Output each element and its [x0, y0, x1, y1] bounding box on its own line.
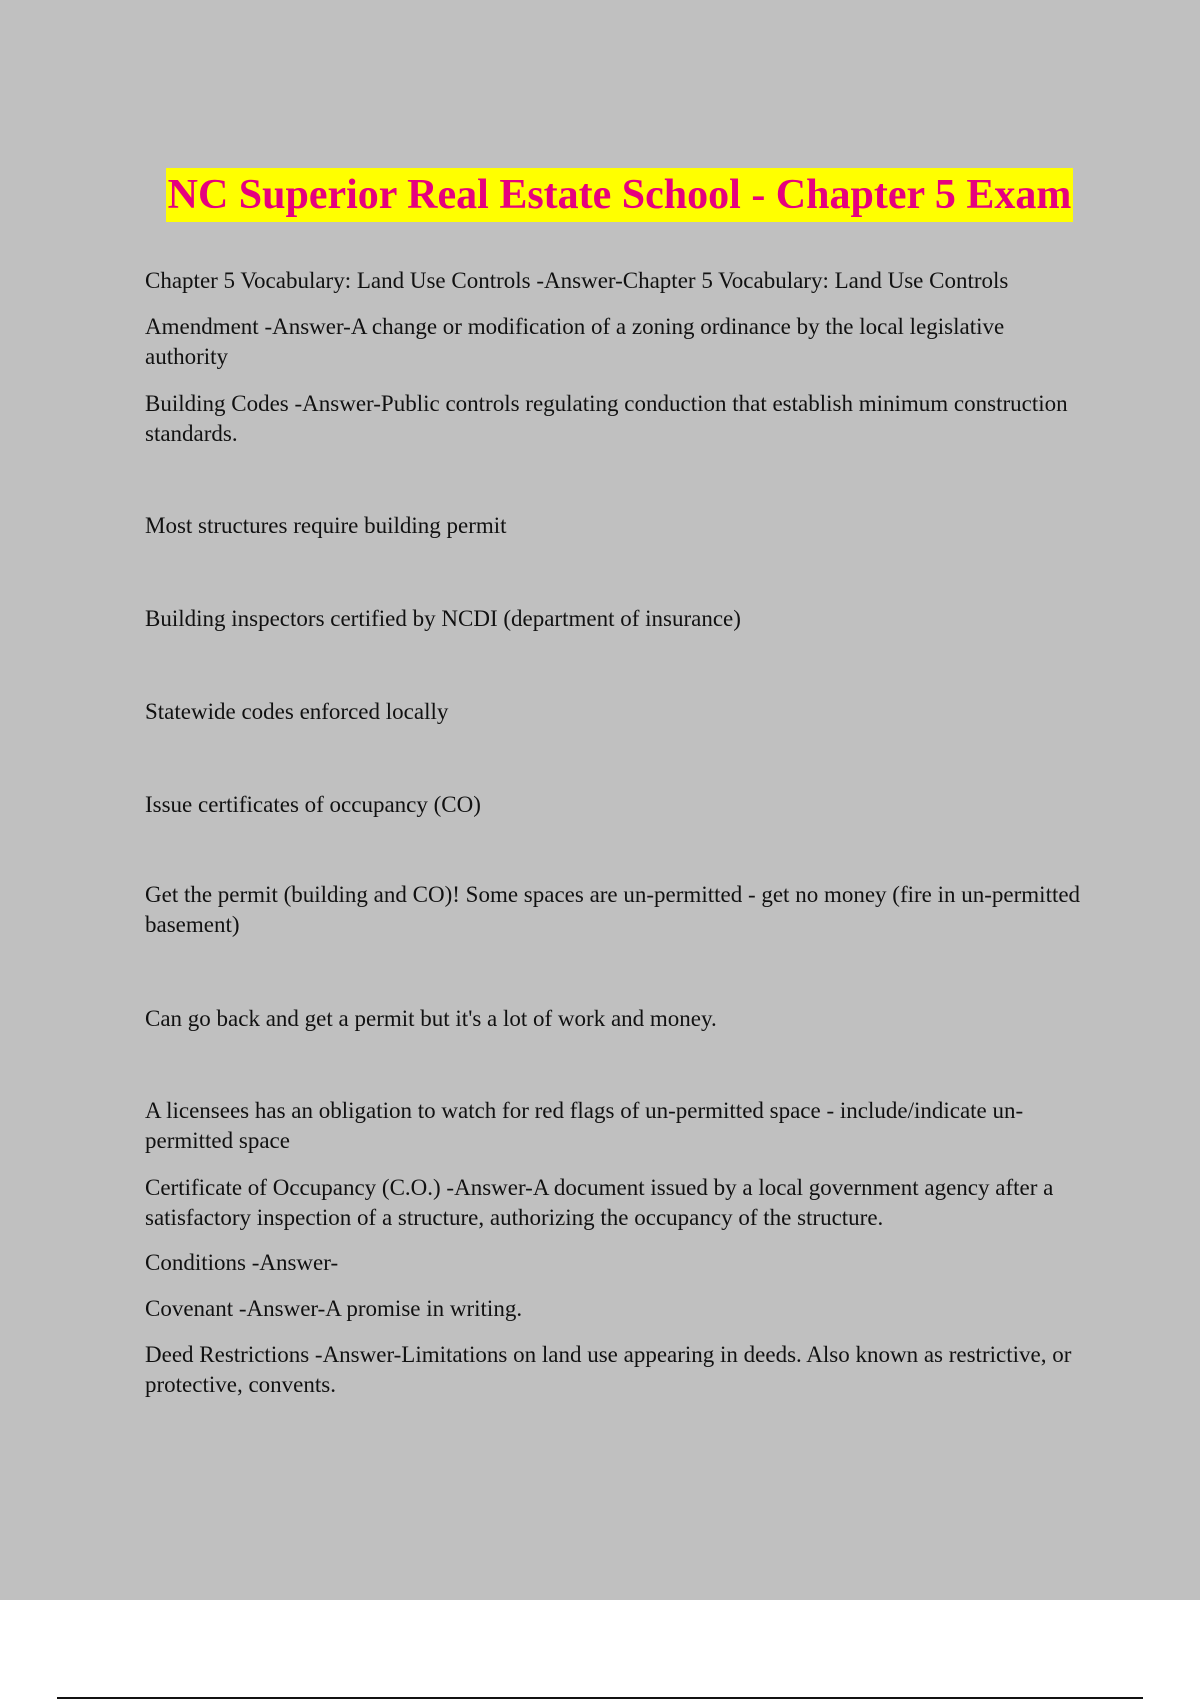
paragraph-deed-restrictions: Deed Restrictions -Answer-Limitations on land use appearing in deeds. Also known as restrictive, or protective, convents.: [145, 1342, 1072, 1397]
paragraph-covenant: Covenant -Answer-A promise in writing.: [145, 1296, 523, 1321]
paragraph-certificates: Issue certificates of occupancy (CO): [145, 792, 481, 817]
document-title: NC Superior Real Estate School - Chapter 5 Exam: [166, 168, 1074, 222]
paragraph-conditions: Conditions -Answer-: [145, 1250, 339, 1275]
title-container: [0, 168, 1200, 222]
paragraph-building-permit: Most structures require building permit: [145, 513, 507, 538]
paragraph-statewide-codes: Statewide codes enforced locally: [145, 699, 449, 724]
paragraph-licensees: A licensees has an obligation to watch for red flags of un-permitted space - include/indicate un-permitted space: [145, 1098, 1024, 1153]
paragraph-amendment: Amendment -Answer-A change or modification of a zoning ordinance by the local legislative authority: [145, 314, 1005, 369]
paragraph-chapter-heading: Chapter 5 Vocabulary: Land Use Controls -Answer-Chapter 5 Vocabulary: Land Use Controls: [145, 268, 1009, 293]
paragraph-building-inspectors: Building inspectors certified by NCDI (department of insurance): [145, 606, 741, 631]
paragraph-go-back: Can go back and get a permit but it's a lot of work and money.: [145, 1006, 717, 1031]
paragraph-get-permit: Get the permit (building and CO)! Some spaces are un-permitted - get no money (fire in un-permitted basement): [145, 882, 1081, 937]
page-divider: [57, 1697, 1143, 1699]
paragraph-building-codes: Building Codes -Answer-Public controls regulating conduction that establish minimum construction standards.: [145, 391, 1068, 446]
paragraph-certificate-of-occupancy: Certificate of Occupancy (C.O.) -Answer-A document issued by a local government agency after a satisfactory inspection of a structure, authorizing the occupancy of the structure.: [145, 1175, 1054, 1230]
